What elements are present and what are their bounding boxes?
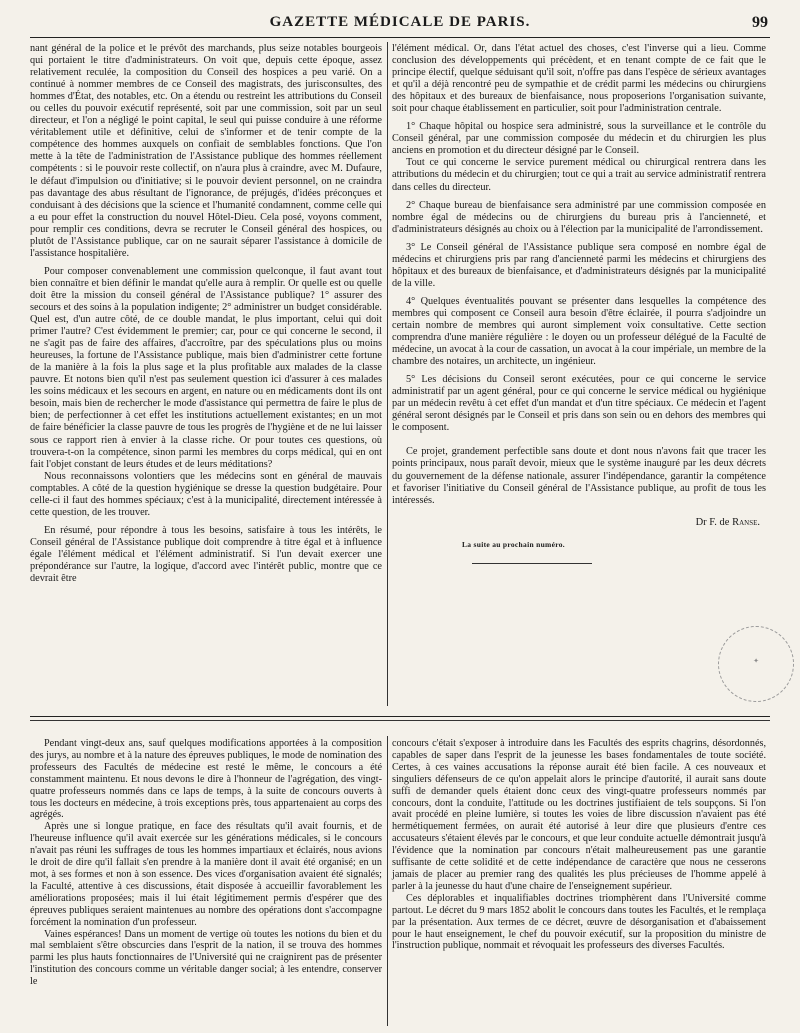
paragraph: 5° Les décisions du Conseil seront exécutées, pour ce qui concerne le service administratif par un agent général, pour ce qui concerne le service médical ou hygiénique par un médecin revêtu à cet effet d'un mandat et d'un titre spéciaux. Ce médecin et l'agent général seront désignés par le Conseil et pris dans son sein ou en dehors des membres qui le composent. — [392, 374, 766, 434]
paragraph: Tout ce qui concerne le service purement médical ou chirurgical rentrera dans les attributions du médecin et du chirurgien; tout ce qui a trait au service administratif rentrera dans celles du directeur. — [392, 157, 766, 193]
paragraph: Nous reconnaissons volontiers que les médecins sont en général de mauvais comptables. A côté de la question hygiénique se dresse la question budgétaire. Pour celle-ci il faut des hommes spéciaux; c'est à la municipalité, directement intéressée à cette question, de les trouver. — [30, 470, 382, 518]
paragraph: 2° Chaque bureau de bienfaisance sera administré par une commission composée en nombre égal de médecins ou de chirurgiens du bureau pris à l'ancienneté, et d'administrateurs désignés au choix ou à l'élection par la municipalité de l'arrondissement. — [392, 199, 766, 235]
signature-prefix: Dr F. de — [695, 516, 733, 528]
paragraph: Pendant vingt-deux ans, sauf quelques modifications apportées à la composition des jurys, au nombre et à la nature des épreuves publiques, le mode de nomination des professeurs des Facultés de médecine est resté le même, le concours a été constamment maintenu. Et nous devons le dire à l'honneur de l'agrégation, des vingt-quatre professeurs nommés dans ce laps de temps, à la suite de concours ouverts à tous les docteurs en médecine, à trois exceptions près, tous appartenaient au corps des agrégés. — [30, 738, 382, 821]
paragraph: 3° Le Conseil général de l'Assistance publique sera composé en nombre égal de médecins et chirurgiens pris par rang d'ancienneté parmi les médecins et chirurgiens des hôpitaux et des bureaux de bienfaisance, et d'administrateurs désignés par la municipalité de la ville. — [392, 241, 766, 289]
paragraph: En résumé, pour répondre à tous les besoins, satisfaire à tous les intérêts, le Conseil général de l'Assistance publique doit comprendre à titre égal et à influence égale l'élément médical et l'élément administratif. Si l'un devait exercer une prépondérance sur l'autre, la logique, d'accord avec l'intérêt public, montre que ce devrait être — [30, 524, 382, 585]
upper-right-column — [392, 43, 766, 564]
column-divider — [387, 42, 388, 706]
continued-note: La suite au prochain numéro. — [462, 539, 565, 549]
header-rule — [30, 37, 770, 38]
lower-right-column — [392, 738, 766, 952]
paragraph: 4° Quelques éventualités pouvant se présenter dans lesquelles la compétence des membres qui composent ce Conseil aura besoin d'être éclairée, il pourra s'adjoindre un certain nombre de membres qui auront simplement voix consultative. Cette section comprendra d'une manière régulière : le doyen ou un professeur délégué de la Faculté de médecine, un avocat à la cour de cassation, un avocat à la cour impériale, un membre de la chambre des notaires, un architecte, un ingénieur. — [392, 295, 766, 368]
signature-name: Ranse. — [732, 516, 760, 528]
journal-title: GAZETTE MÉDICALE DE PARIS. — [269, 14, 531, 30]
paragraph: Après une si longue pratique, en face des résultats qu'il avait fournis, et de l'heureuse influence qu'il avait exercée sur les générations médicales, si le concours n'avait pas réuni les suffrages de tous les hommes impartiaux et éclairés, nous avions le droit de dire qu'il fallait s'en prendre à la manière dont il avait été organisé; en un mot, à ses formes et non à son essence. Des vices d'organisation avaient été signalés; la Faculté, attentive à ces discussions, était disposée à accueillir favorablement les améliorations proposées; mais il lui était légitimement permis d'espérer que des épreuves publiques seraient maintenues au nombre des opérations dont s'accompagne forcément la nomination d'un professeur. — [30, 821, 382, 928]
library-stamp: ✦ — [718, 626, 794, 702]
paragraph: Vaines espérances! Dans un moment de vertige où toutes les notions du bien et du mal semblaient s'être obscurcies dans l'esprit de la nation, il se trouva des hommes parmi les plus hauts fonctionnaires de l'Université qui ne craignirent pas de présenter l'institution des concours comme un véritable danger social; à les entendre, conserver le — [30, 928, 382, 988]
paragraph: concours c'était s'exposer à introduire dans les Facultés des esprits chagrins, désordonnés, capables de saper dans l'esprit de la jeunesse les bases fondamentales de toute société. Certes, à ces vaines accusations la réponse aurait été bien facile. A ces nouveaux et singuliers défenseurs de ce qu'on appelait alors le principe d'autorité, il aurait sans doute suffi de demander quels étaient donc ceux des vingt-quatre professeurs nommés par concours, dont la conduite, l'attitude ou les doctrines justifiaient de tels soupçons. Si l'on avait procédé en pleine lumière, si toutes les voies de libre discussion n'avaient pas été hermétiquement fermées, on aurait été autorisé à leur dire que plusieurs d'entre ces accusateurs s'étaient élevés par le concours, et que leur conduite actuelle démontrait jusqu'à l'évidence que la nomination par concours n'était malheureusement pas une garantie suffisante de cette solidité et de cette indépendance de caractère que nous ne cesserons jamais de placer au premier rang des qualités les plus précieuses de l'homme appelé à parler à la jeunesse du haut d'une chaire de l'enseignement supérieur. — [392, 738, 766, 892]
paragraph: 1° Chaque hôpital ou hospice sera administré, sous la surveillance et le contrôle du Conseil général, par une commission composée du médecin et du chirurgien les plus anciens en promotion et du directeur désigné par le Conseil. — [392, 121, 766, 157]
lower-left-column — [30, 738, 382, 988]
page-header — [30, 14, 770, 34]
paragraph: Pour composer convenablement une commission quelconque, il faut avant tout bien connaître et bien définir le mandat qu'elle aura à remplir. Or quelle est ou quelle doit être la mission du conseil général de l'Assistance publique? 1° assurer des secours et des soins à la population indigente; 2° administrer un budget considérable. Quel est, d'un autre côté, de ce double mandat, le plus important, celui qui doit primer l'autre? C'est évidemment le premier; car, pour ce qui concerne le second, il ne s'agit pas de faire des affaires, d'accroître, par des spéculations plus ou moins heureuses, la fortune de l'Assistance publique, mais bien d'administrer cette fortune de la manière à la fois la plus sage et la plus profitable aux malades de la classe pauvre. Et notons bien qu'il n'est pas seulement question ici d'assurer à ces malades les soins médicaux et les secours en argent, en nature ou en médicaments dont ils ont besoin, mais bien de rechercher le mode d'assistance qui permettra de faire le plus de bien; de perfectionner à cet effet les institutions actuellement existantes; en un mot de faire bénéficier la classe pauvre de tous les progrès de l'hygiène et de ne lui laisser sous ce rapport rien à envier à la classe riche. Or pour toutes ces questions, où trouvera-t-on la compétence, sinon parmi les membres du corps médical, qui en ont fait l'objet constant de leurs études et de leurs méditations? — [30, 265, 382, 470]
paragraph: nant général de la police et le prévôt des marchands, plus seize notables bourgeois qui portaient le titre d'administrateurs. On voit que, depuis cette époque, assez relativement reculée, la composition du Conseil des hospices a peu varié. On a continué à nommer membres de ce Conseil des magistrats, des jurisconsultes, des hommes d'État, des notables, etc. On a étendu ou restreint les attributions du Conseil ou celles du pouvoir exécutif représenté, soit par une commission, soit par un seul directeur, et l'on a négligé le point capital, le seul qui puisse conduire à une réforme véritablement utile et définitive, celui de s'informer et de tenir compte de la compétence des hommes auxquels on confiait de semblables fonctions. Que l'on mette à la tête de l'administration de l'Assistance publique des hommes réellement compétents : si le pouvoir reste collectif, on n'aura plus à craindre, avec M. Dufaure, le défaut d'impulsion ou d'initiative; si le pouvoir devient personnel, on ne craindra pas davantage des abus résultant de l'ignorance, de préjugés, d'idées préconçues et conduisant à des décisions que la science et l'humanité condamnent, comme celle qui a eu pour effet la construction du nouvel Hôtel-Dieu. Cela posé, voyons comment, pour remplir ces conditions, devra se recruter le Conseil général des hospices, ou plutôt de l'Assistance publique, car on ne saurait séparer l'assistance à domicile de l'assistance hospitalière. — [30, 43, 382, 259]
column-divider — [387, 736, 388, 1026]
end-rule — [472, 563, 592, 564]
paragraph: Ces déplorables et inqualifiables doctrines triomphèrent dans l'Université comme partout. Le décret du 9 mars 1852 abolit le concours dans toutes les Facultés, et le remplaça par la présentation. Aux termes de ce décret, œuvre de désorganisation et d'abaissement pour le haut enseignement, le chef du pouvoir exécutif, sur la proposition du ministre de l'instruction publique, nommait et révoquait les professeurs des diverses Facultés. — [392, 892, 766, 952]
page-number: 99 — [752, 14, 768, 31]
paragraph: Ce projet, grandement perfectible sans doute et dont nous n'avons fait que tracer les points principaux, nous paraît devoir, mieux que le système inauguré par les deux décrets du gouvernement de la défense nationale, assurer l'indépendance, garantir la compétence et favoriser l'initiative du Conseil général de l'Assistance publique, au profit de tous les intéressés. — [392, 446, 766, 506]
feuilleton-rule-bottom — [30, 720, 770, 721]
author-signature — [392, 517, 766, 529]
paragraph: l'élément médical. Or, dans l'état actuel des choses, c'est l'inverse qui a lieu. Comme conclusion des développements qui précèdent, et en tenant compte de ce fait que le principe électif, quelque séduisant qu'il soit, n'offre pas dans l'espèce de sérieux avantages et qu'il a déjà rencontré peu de sympathie et de crédit parmi les médecins ou chirurgiens des hôpitaux et des bureaux de bienfaisance, nous proposerions l'organisation suivante, soit pour chaque établissement en particulier, soit pour l'administration centrale. — [392, 43, 766, 115]
feuilleton-rule-top — [30, 716, 770, 717]
upper-left-column — [30, 43, 382, 585]
